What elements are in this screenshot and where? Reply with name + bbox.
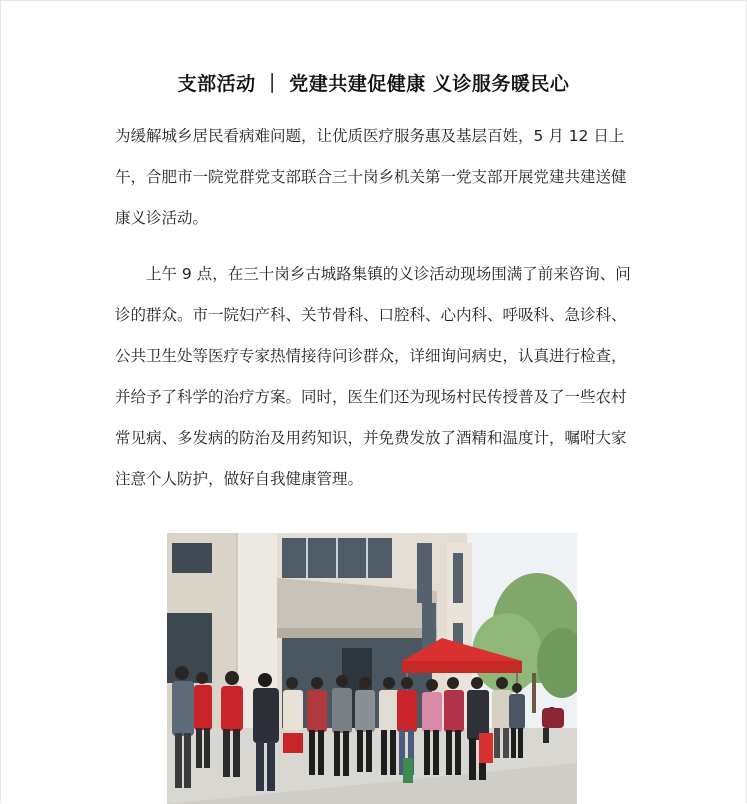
event-photo <box>167 533 577 804</box>
article-paragraph-1: 为缓解城乡居民看病难问题，让优质医疗服务惠及基层百姓，5 月 12 日上午，合肥市一院党群党支部联合三十岗乡机关第一党支部开展党建共建送健康义诊活动。 <box>115 126 627 227</box>
article-paragraph-2: 上午 9 点，在三十岗乡古城路集镇的义诊活动现场围满了前来咨询、问诊的群众。市一院妇产科、关节骨科、口腔科、心内科、呼吸科、急诊科、公共卫生处等医疗专家热情接待问诊群众，详细询问病史，认真进行检查，并给予了科学的治疗方案。同时，医生们还为现场村民传授普及了一些农村常见病、多发病的防治及用药知识，并免费发放了酒精和温度计，嘱咐大家注意个人防护，做好自我健康管理。 <box>115 264 631 488</box>
article-title: 支部活动 ｜ 党建共建促健康 义诊服务暖民心 <box>177 72 570 95</box>
event-photo-illustration <box>167 533 577 804</box>
